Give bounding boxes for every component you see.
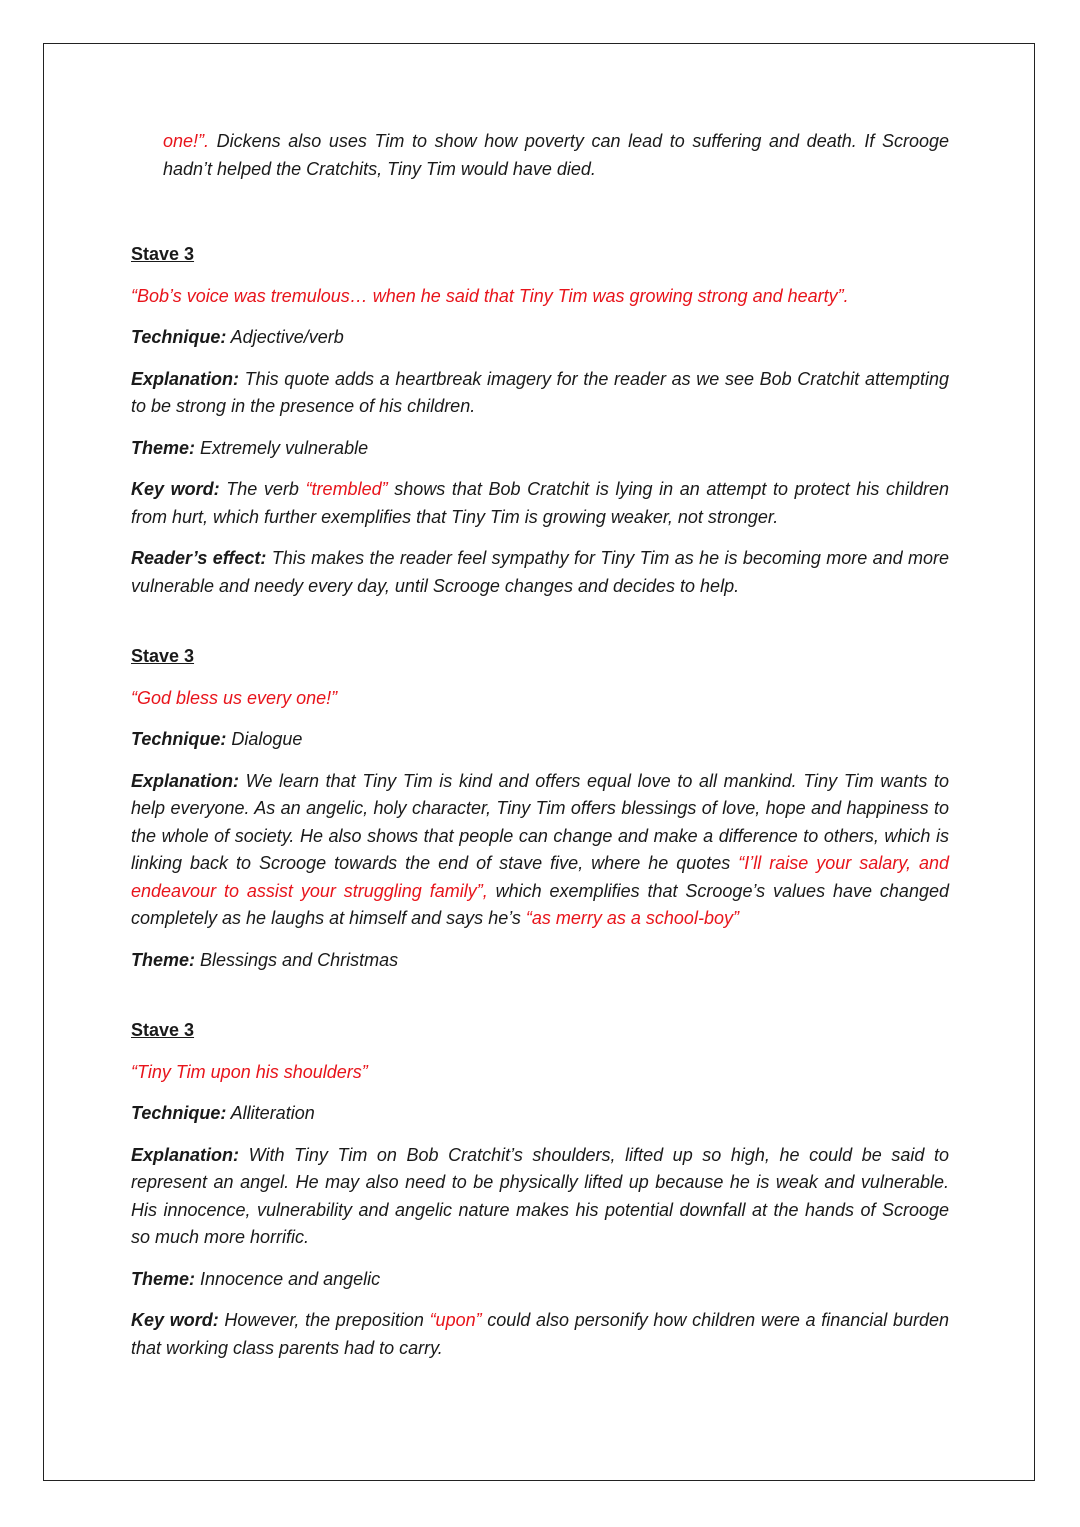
document-body	[131, 128, 949, 1362]
explanation-quote-1: “I’ll raise your salary, and endeavour to assist your struggling family”,	[131, 853, 949, 901]
theme-value: Blessings and Christmas	[195, 949, 399, 970]
section-3-theme	[131, 1266, 949, 1294]
explanation-label: Explanation:	[131, 1144, 240, 1165]
section-1-explanation	[131, 366, 949, 421]
technique-value: Alliteration	[226, 1103, 315, 1123]
section-3-title: Stave 3	[131, 1020, 195, 1040]
explanation-text: With Tiny Tim on Bob Cratchit’s shoulders, lifted up so high, he could be said to represent an angel. He may also need to be physically lifted up because he is weak and vulnerable. His innocence, vulnerability and angelic nature makes his potential downfall at the hands of Scrooge so much more horrific.	[131, 1144, 949, 1247]
section-1-effect	[131, 545, 949, 600]
section-1-technique	[131, 324, 949, 352]
keyword-quote: “trembled”	[305, 479, 388, 499]
effect-text: This makes the reader feel sympathy for Tiny Tim as he is becoming more and more vulnerable and needy every day, until Scrooge changes and decides to help.	[131, 548, 949, 596]
explanation-text-1: We learn that Tiny Tim is kind and offers equal love to all mankind. Tiny Tim wants to help everyone. As an angelic, holy character, Tiny Tim offers blessings of love, hope and happiness to the whole of society. He also shows that people can change and make a difference to others, which is linking back to Scrooge towards the end of stave five, where he quotes	[131, 770, 949, 873]
section-2-explanation	[131, 768, 949, 933]
section-1-theme	[131, 435, 949, 463]
keyword-quote: “upon”	[429, 1310, 482, 1330]
section-2-title: Stave 3	[131, 646, 195, 666]
technique-value: Adjective/verb	[226, 327, 344, 347]
explanation-label: Explanation:	[131, 770, 240, 791]
explanation-quote-2: “as merry as a school-boy”	[525, 908, 739, 928]
section-1-quote: “Bob’s voice was tremulous… when he said that Tiny Tim was growing strong and hearty”.	[131, 285, 849, 306]
keyword-label: Key word:	[131, 1310, 219, 1330]
technique-label: Technique:	[131, 729, 227, 749]
intro-paragraph	[131, 128, 949, 183]
explanation-text: This quote adds a heartbreak imagery for the reader as we see Bob Cratchit attempting to be strong in the presence of his children.	[131, 368, 949, 416]
section-3-keyword	[131, 1307, 949, 1362]
technique-label: Technique:	[131, 1103, 227, 1123]
keyword-post: shows that Bob Cratchit is lying in an attempt to protect his children from hurt, which further exemplifies that Tiny Tim is growing weaker, not stronger.	[131, 479, 949, 527]
section-2-theme	[131, 947, 949, 975]
section-1-keyword	[131, 476, 949, 531]
theme-value: Innocence and angelic	[195, 1268, 381, 1289]
explanation-text-2: which exemplifies that Scrooge’s values have changed completely as he laughs at himself and says he’s	[131, 880, 949, 928]
theme-label: Theme:	[131, 437, 196, 458]
technique-label: Technique:	[131, 327, 227, 347]
section-3-quote: “Tiny Tim upon his shoulders”	[131, 1061, 368, 1082]
theme-label: Theme:	[131, 949, 196, 970]
keyword-pre: However, the preposition	[218, 1310, 430, 1330]
technique-value: Dialogue	[226, 729, 303, 749]
intro-text: Dickens also uses Tim to show how poverty can lead to suffering and death. If Scrooge hadn’t helped the Cratchits, Tiny Tim would have died.	[163, 131, 949, 179]
explanation-label: Explanation:	[131, 368, 240, 389]
section-2-quote: “God bless us every one!”	[131, 687, 338, 708]
section-3-explanation	[131, 1142, 949, 1252]
keyword-label: Key word:	[131, 479, 220, 499]
theme-value: Extremely vulnerable	[195, 437, 369, 458]
intro-quote: one!”.	[163, 131, 210, 151]
effect-label: Reader’s effect:	[131, 548, 267, 568]
section-3-technique	[131, 1100, 949, 1128]
section-2-technique	[131, 726, 949, 754]
keyword-pre: The verb	[219, 479, 306, 499]
keyword-post: could also personify how children were a financial burden that working class parents had to carry.	[131, 1310, 949, 1358]
section-1-title: Stave 3	[131, 244, 195, 264]
theme-label: Theme:	[131, 1268, 196, 1289]
